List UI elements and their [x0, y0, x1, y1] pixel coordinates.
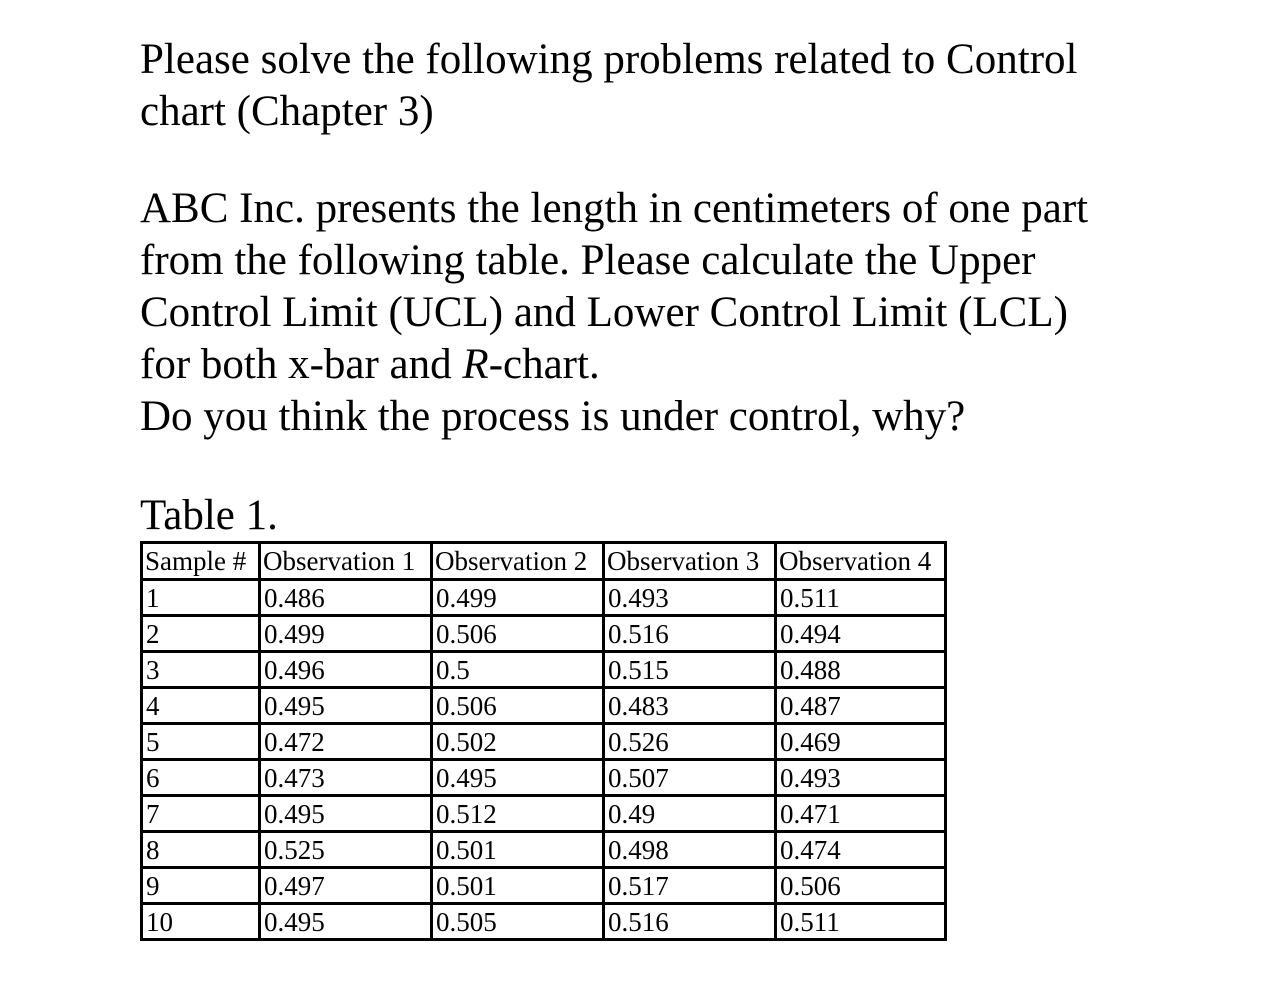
sample-number-cell: 7	[142, 796, 260, 832]
problem-line-4	[140, 339, 1088, 391]
sample-number-cell: 5	[142, 724, 260, 760]
r-italic: R	[462, 341, 489, 388]
table-row	[142, 904, 946, 940]
observation-cell: 0.498	[604, 832, 776, 868]
observation-cell: 0.495	[260, 688, 432, 724]
observation-cell: 0.473	[260, 760, 432, 796]
observation-cell: 0.5	[432, 652, 604, 688]
observation-cell: 0.505	[432, 904, 604, 940]
observation-cell: 0.483	[604, 688, 776, 724]
observation-cell: 0.495	[260, 904, 432, 940]
table-header-row	[142, 543, 946, 580]
problem-line-4-end: -chart.	[488, 341, 600, 388]
observation-cell: 0.493	[776, 760, 946, 796]
header-cell: Observation 2	[432, 543, 604, 580]
table-row	[142, 688, 946, 724]
observation-cell: 0.495	[432, 760, 604, 796]
header-cell: Observation 4	[776, 543, 946, 580]
observation-cell: 0.507	[604, 760, 776, 796]
observation-cell: 0.501	[432, 832, 604, 868]
observation-cell: 0.495	[260, 796, 432, 832]
sample-number-cell: 1	[142, 580, 260, 616]
observation-cell: 0.526	[604, 724, 776, 760]
observation-cell: 0.49	[604, 796, 776, 832]
problem-line-1: ABC Inc. presents the length in centimeters of one part	[140, 185, 1089, 232]
observation-cell: 0.499	[432, 580, 604, 616]
observation-cell: 0.493	[604, 580, 776, 616]
observation-cell: 0.501	[432, 868, 604, 904]
intro-line-1: Please solve the following problems related to Control	[140, 36, 1078, 83]
observation-table	[140, 541, 947, 941]
observation-cell: 0.525	[260, 832, 432, 868]
problem-line-4-start: for both x-bar and	[140, 341, 463, 388]
sample-number-cell: 4	[142, 688, 260, 724]
observation-cell: 0.502	[432, 724, 604, 760]
header-cell: Observation 1	[260, 543, 432, 580]
table-row	[142, 616, 946, 652]
observation-cell: 0.506	[432, 688, 604, 724]
sample-number-cell: 9	[142, 868, 260, 904]
observation-cell: 0.474	[776, 832, 946, 868]
sample-number-cell: 10	[142, 904, 260, 940]
table-row	[142, 580, 946, 616]
problem-line-5: Do you think the process is under control, why?	[140, 393, 966, 440]
header-cell: Sample #	[142, 543, 260, 580]
table-row	[142, 724, 946, 760]
table-row	[142, 760, 946, 796]
table-caption: Table 1.	[140, 492, 278, 539]
problem-paragraph	[140, 183, 1088, 391]
observation-cell: 0.515	[604, 652, 776, 688]
observation-cell: 0.471	[776, 796, 946, 832]
intro-paragraph	[140, 34, 1077, 138]
table-row	[142, 868, 946, 904]
observation-cell: 0.494	[776, 616, 946, 652]
observation-cell: 0.496	[260, 652, 432, 688]
observation-cell: 0.512	[432, 796, 604, 832]
observation-cell: 0.516	[604, 616, 776, 652]
problem-line-3: Control Limit (UCL) and Lower Control Limit (LCL)	[140, 289, 1068, 336]
observation-cell: 0.472	[260, 724, 432, 760]
sample-number-cell: 3	[142, 652, 260, 688]
problem-line-2: from the following table. Please calculate the Upper	[140, 237, 1036, 284]
observation-cell: 0.499	[260, 616, 432, 652]
observation-cell: 0.511	[776, 904, 946, 940]
observation-cell: 0.506	[776, 868, 946, 904]
question-line	[140, 391, 965, 443]
observation-cell: 0.488	[776, 652, 946, 688]
sample-number-cell: 2	[142, 616, 260, 652]
header-cell: Observation 3	[604, 543, 776, 580]
observation-cell: 0.497	[260, 868, 432, 904]
observation-cell: 0.516	[604, 904, 776, 940]
observation-cell: 0.517	[604, 868, 776, 904]
observation-cell: 0.506	[432, 616, 604, 652]
table-row	[142, 652, 946, 688]
observation-cell: 0.511	[776, 580, 946, 616]
observation-cell: 0.487	[776, 688, 946, 724]
table-row	[142, 832, 946, 868]
sample-number-cell: 6	[142, 760, 260, 796]
table-row	[142, 796, 946, 832]
sample-number-cell: 8	[142, 832, 260, 868]
intro-line-2: chart (Chapter 3)	[140, 88, 434, 135]
observation-cell: 0.486	[260, 580, 432, 616]
observation-cell: 0.469	[776, 724, 946, 760]
